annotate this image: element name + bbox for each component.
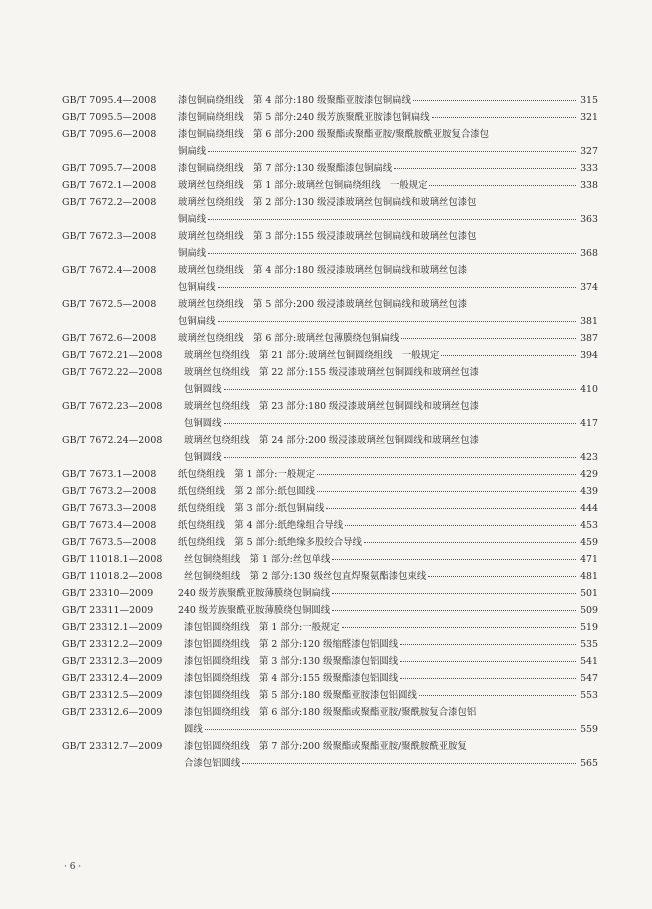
toc-leader-dots bbox=[326, 507, 576, 509]
toc-entry[interactable] bbox=[62, 551, 598, 568]
toc-line bbox=[62, 585, 598, 602]
toc-page-number: 338 bbox=[580, 180, 598, 191]
toc-line bbox=[62, 704, 598, 721]
toc-leader-dots bbox=[400, 643, 576, 645]
toc-page-number: 547 bbox=[580, 673, 598, 684]
toc-title: 漆包铜扁绕组线 第 4 部分:180 级聚酯亚胺漆包铜扁线 bbox=[178, 95, 411, 106]
toc-standard-code: GB/T 23312.5—2009 bbox=[62, 690, 163, 701]
toc-title: 漆包铝圆绕组线 第 6 部分:180 级聚酯或聚酯亚胺/聚酰胺复合漆包铝 bbox=[184, 707, 477, 718]
toc-title: 240 级芳族聚酰亚胺薄膜绕包铜圆线 bbox=[178, 605, 331, 616]
toc-leader-dots bbox=[218, 320, 577, 322]
toc-title-continuation: 铜扁线 bbox=[178, 214, 207, 225]
toc-title: 纸包绕组线 第 5 部分:纸绝缘多股绞合导线 bbox=[178, 537, 362, 548]
toc-title: 漆包铝圆绕组线 第 3 部分:130 级聚酯漆包铝圆线 bbox=[184, 656, 399, 667]
toc-leader-dots bbox=[218, 286, 577, 288]
toc-entry[interactable] bbox=[62, 500, 598, 517]
toc-leader-dots bbox=[419, 694, 576, 696]
toc-title: 玻璃丝包绕组线 第 24 部分:200 级浸漆玻璃丝包铜圆线和玻璃丝包漆 bbox=[184, 435, 480, 446]
toc-line bbox=[62, 92, 598, 109]
toc-line bbox=[62, 398, 598, 415]
toc-page-number: 321 bbox=[580, 112, 598, 123]
toc-standard-code: GB/T 7672.2—2008 bbox=[62, 197, 157, 208]
toc-leader-dots bbox=[428, 575, 576, 577]
toc-standard-code: GB/T 7672.1—2008 bbox=[62, 180, 157, 191]
table-of-contents bbox=[62, 92, 598, 772]
toc-standard-code: GB/T 23310—2009 bbox=[62, 588, 154, 599]
toc-page-number: 501 bbox=[580, 588, 598, 599]
toc-standard-code: GB/T 7672.22—2008 bbox=[62, 367, 163, 378]
toc-page-number: 444 bbox=[580, 503, 598, 514]
toc-title: 漆包铝圆绕组线 第 5 部分:180 级聚酯亚胺漆包铝圆线 bbox=[184, 690, 417, 701]
toc-standard-code: GB/T 23312.1—2009 bbox=[62, 622, 163, 633]
toc-leader-dots bbox=[394, 167, 576, 169]
toc-standard-code: GB/T 7673.2—2008 bbox=[62, 486, 157, 497]
toc-title-continuation: 包铜扁线 bbox=[178, 282, 216, 293]
toc-line bbox=[62, 245, 598, 262]
toc-entry[interactable] bbox=[62, 347, 598, 364]
toc-title-continuation: 合漆包铝圆线 bbox=[184, 758, 241, 769]
toc-page-number: 509 bbox=[580, 605, 598, 616]
toc-title: 纸包绕组线 第 1 部分:一般规定 bbox=[178, 469, 315, 480]
toc-line bbox=[62, 143, 598, 160]
toc-entry[interactable] bbox=[62, 534, 598, 551]
toc-title: 玻璃丝包绕组线 第 22 部分:155 级浸漆玻璃丝包铜圆线和玻璃丝包漆 bbox=[184, 367, 480, 378]
toc-line bbox=[62, 449, 598, 466]
toc-entry[interactable] bbox=[62, 109, 598, 126]
toc-page-number: 559 bbox=[580, 724, 598, 735]
toc-entry[interactable] bbox=[62, 483, 598, 500]
toc-line bbox=[62, 211, 598, 228]
toc-standard-code: GB/T 7095.5—2008 bbox=[62, 112, 157, 123]
toc-line bbox=[62, 109, 598, 126]
toc-leader-dots bbox=[224, 456, 577, 458]
toc-standard-code: GB/T 7672.4—2008 bbox=[62, 265, 157, 276]
toc-line bbox=[62, 432, 598, 449]
toc-title: 丝包铜绕组线 第 1 部分:丝包单线 bbox=[184, 554, 331, 565]
toc-page-number: 459 bbox=[580, 537, 598, 548]
toc-line bbox=[62, 160, 598, 177]
toc-entry[interactable] bbox=[62, 126, 598, 160]
toc-leader-dots bbox=[205, 728, 576, 730]
toc-standard-code: GB/T 11018.1—2008 bbox=[62, 554, 163, 565]
toc-entry[interactable] bbox=[62, 228, 598, 262]
toc-page-number: 333 bbox=[580, 163, 598, 174]
toc-title: 纸包绕组线 第 4 部分:纸绝缘组合导线 bbox=[178, 520, 344, 531]
toc-line bbox=[62, 296, 598, 313]
toc-entry[interactable] bbox=[62, 738, 598, 772]
toc-title-continuation: 铜扁线 bbox=[178, 248, 207, 259]
toc-title-continuation: 包铜圆线 bbox=[184, 452, 222, 463]
toc-line bbox=[62, 330, 598, 347]
toc-standard-code: GB/T 7095.6—2008 bbox=[62, 129, 157, 140]
toc-title: 240 级芳族聚酰亚胺薄膜绕包铜扁线 bbox=[178, 588, 331, 599]
toc-entry[interactable] bbox=[62, 636, 598, 653]
toc-title: 漆包铝圆绕组线 第 4 部分:155 级聚酯漆包铝圆线 bbox=[184, 673, 399, 684]
toc-line bbox=[62, 653, 598, 670]
toc-entry[interactable] bbox=[62, 619, 598, 636]
toc-line bbox=[62, 517, 598, 534]
toc-standard-code: GB/T 7672.23—2008 bbox=[62, 401, 163, 412]
toc-entry[interactable] bbox=[62, 517, 598, 534]
toc-title-continuation: 铜扁线 bbox=[178, 146, 207, 157]
toc-title: 玻璃丝包绕组线 第 2 部分:130 级浸漆玻璃丝包铜扁线和玻璃丝包漆包 bbox=[178, 197, 477, 208]
toc-standard-code: GB/T 23312.2—2009 bbox=[62, 639, 163, 650]
toc-entry[interactable] bbox=[62, 330, 598, 347]
toc-line bbox=[62, 738, 598, 755]
toc-standard-code: GB/T 7673.5—2008 bbox=[62, 537, 157, 548]
toc-standard-code: GB/T 7672.24—2008 bbox=[62, 435, 163, 446]
toc-title: 玻璃丝包绕组线 第 6 部分:玻璃丝包薄膜绕包铜扁线 bbox=[178, 333, 400, 344]
toc-title: 玻璃丝包绕组线 第 4 部分:180 级浸漆玻璃丝包铜扁线和玻璃丝包漆 bbox=[178, 265, 468, 276]
toc-entry[interactable] bbox=[62, 262, 598, 296]
toc-line bbox=[62, 466, 598, 483]
toc-standard-code: GB/T 23311—2009 bbox=[62, 605, 154, 616]
toc-line bbox=[62, 364, 598, 381]
toc-leader-dots bbox=[400, 660, 576, 662]
toc-page-number: 553 bbox=[580, 690, 598, 701]
toc-leader-dots bbox=[242, 762, 576, 764]
toc-entry[interactable] bbox=[62, 687, 598, 704]
toc-entry[interactable] bbox=[62, 466, 598, 483]
toc-page-number: 541 bbox=[580, 656, 598, 667]
toc-standard-code: GB/T 7672.6—2008 bbox=[62, 333, 157, 344]
toc-page-number: 315 bbox=[580, 95, 598, 106]
toc-leader-dots bbox=[401, 337, 576, 339]
toc-line bbox=[62, 755, 598, 772]
toc-line bbox=[62, 279, 598, 296]
toc-line bbox=[62, 687, 598, 704]
toc-title: 漆包铜扁绕组线 第 7 部分:130 级聚酯漆包铜扁线 bbox=[178, 163, 393, 174]
toc-entry[interactable] bbox=[62, 704, 598, 738]
toc-title: 玻璃丝包绕组线 第 5 部分:200 级浸漆玻璃丝包铜扁线和玻璃丝包漆 bbox=[178, 299, 468, 310]
toc-title: 纸包绕组线 第 3 部分:纸包铜扁线 bbox=[178, 503, 325, 514]
toc-entry[interactable] bbox=[62, 296, 598, 330]
toc-page-number: 481 bbox=[580, 571, 598, 582]
toc-entry[interactable] bbox=[62, 160, 598, 177]
toc-line bbox=[62, 347, 598, 364]
toc-page-number: 429 bbox=[580, 469, 598, 480]
toc-line bbox=[62, 636, 598, 653]
toc-page-number: 453 bbox=[580, 520, 598, 531]
toc-leader-dots bbox=[332, 592, 576, 594]
toc-page-number: 368 bbox=[580, 248, 598, 259]
toc-entry[interactable] bbox=[62, 670, 598, 687]
toc-line bbox=[62, 194, 598, 211]
toc-leader-dots bbox=[332, 609, 576, 611]
toc-title: 丝包铜绕组线 第 2 部分:130 级丝包直焊聚氨酯漆包束线 bbox=[184, 571, 427, 582]
toc-entry[interactable] bbox=[62, 177, 598, 194]
toc-entry[interactable] bbox=[62, 602, 598, 619]
toc-leader-dots bbox=[429, 184, 576, 186]
toc-title-continuation: 包铜扁线 bbox=[178, 316, 216, 327]
toc-leader-dots bbox=[400, 677, 576, 679]
toc-page-number: 387 bbox=[580, 333, 598, 344]
toc-page-number: 519 bbox=[580, 622, 598, 633]
toc-title-continuation: 包铜圆线 bbox=[184, 418, 222, 429]
toc-line bbox=[62, 415, 598, 432]
toc-line bbox=[62, 228, 598, 245]
toc-title: 纸包绕组线 第 2 部分:纸包圆线 bbox=[178, 486, 315, 497]
toc-line bbox=[62, 177, 598, 194]
toc-standard-code: GB/T 7095.7—2008 bbox=[62, 163, 157, 174]
toc-entry[interactable] bbox=[62, 364, 598, 398]
toc-entry[interactable] bbox=[62, 398, 598, 432]
toc-standard-code: GB/T 23312.4—2009 bbox=[62, 673, 163, 684]
toc-line bbox=[62, 619, 598, 636]
toc-leader-dots bbox=[224, 422, 577, 424]
toc-standard-code: GB/T 7672.3—2008 bbox=[62, 231, 157, 242]
toc-title: 玻璃丝包绕组线 第 3 部分:155 级浸漆玻璃丝包铜扁线和玻璃丝包漆包 bbox=[178, 231, 477, 242]
toc-title: 漆包铜扁绕组线 第 6 部分:200 级聚酯或聚酯亚胺/聚酰胺酰亚胺复合漆包 bbox=[178, 129, 489, 140]
toc-page-number: 381 bbox=[580, 316, 598, 327]
toc-standard-code: GB/T 7672.21—2008 bbox=[62, 350, 163, 361]
toc-leader-dots bbox=[317, 490, 576, 492]
toc-page-number: 535 bbox=[580, 639, 598, 650]
toc-entry[interactable] bbox=[62, 585, 598, 602]
toc-line bbox=[62, 602, 598, 619]
toc-page-number: 439 bbox=[580, 486, 598, 497]
toc-line bbox=[62, 381, 598, 398]
toc-title-continuation: 圆线 bbox=[184, 724, 203, 735]
toc-line bbox=[62, 483, 598, 500]
toc-line bbox=[62, 126, 598, 143]
toc-standard-code: GB/T 7095.4—2008 bbox=[62, 95, 157, 106]
toc-title: 漆包铝圆绕组线 第 2 部分:120 级缩醛漆包铝圆线 bbox=[184, 639, 399, 650]
toc-leader-dots bbox=[342, 626, 576, 628]
toc-page-number: 327 bbox=[580, 146, 598, 157]
toc-entry[interactable] bbox=[62, 568, 598, 585]
toc-standard-code: GB/T 7673.1—2008 bbox=[62, 469, 157, 480]
toc-standard-code: GB/T 11018.2—2008 bbox=[62, 571, 163, 582]
toc-leader-dots bbox=[208, 252, 576, 254]
toc-leader-dots bbox=[224, 388, 577, 390]
toc-page-number: 423 bbox=[580, 452, 598, 463]
toc-leader-dots bbox=[332, 558, 576, 560]
toc-line bbox=[62, 670, 598, 687]
toc-leader-dots bbox=[317, 473, 576, 475]
toc-leader-dots bbox=[432, 116, 577, 118]
toc-title: 玻璃丝包绕组线 第 21 部分:玻璃丝包铜圆绕组线 一般规定 bbox=[184, 350, 440, 361]
toc-leader-dots bbox=[208, 218, 576, 220]
toc-leader-dots bbox=[208, 150, 576, 152]
toc-page-number: 363 bbox=[580, 214, 598, 225]
toc-title: 玻璃丝包绕组线 第 1 部分:玻璃丝包铜扁绕组线 一般规定 bbox=[178, 180, 428, 191]
toc-line bbox=[62, 313, 598, 330]
toc-line bbox=[62, 568, 598, 585]
toc-standard-code: GB/T 23312.3—2009 bbox=[62, 656, 163, 667]
toc-title: 漆包铜扁绕组线 第 5 部分:240 级芳族聚酰亚胺漆包铜扁线 bbox=[178, 112, 430, 123]
toc-page-number: 471 bbox=[580, 554, 598, 565]
toc-line bbox=[62, 551, 598, 568]
toc-leader-dots bbox=[345, 524, 576, 526]
toc-entry[interactable] bbox=[62, 194, 598, 228]
toc-title: 漆包铝圆绕组线 第 1 部分:一般规定 bbox=[184, 622, 340, 633]
toc-title: 漆包铝圆绕组线 第 7 部分:200 级聚酯或聚酯亚胺/聚酰胺酰亚胺复 bbox=[184, 741, 467, 752]
toc-entry[interactable] bbox=[62, 432, 598, 466]
toc-standard-code: GB/T 23312.7—2009 bbox=[62, 741, 163, 752]
toc-leader-dots bbox=[441, 354, 576, 356]
toc-line bbox=[62, 534, 598, 551]
toc-standard-code: GB/T 7672.5—2008 bbox=[62, 299, 157, 310]
toc-page-number: 374 bbox=[580, 282, 598, 293]
toc-standard-code: GB/T 7673.4—2008 bbox=[62, 520, 157, 531]
toc-title: 玻璃丝包绕组线 第 23 部分:180 级浸漆玻璃丝包铜圆线和玻璃丝包漆 bbox=[184, 401, 480, 412]
toc-line bbox=[62, 500, 598, 517]
toc-leader-dots bbox=[364, 541, 576, 543]
toc-title-continuation: 包铜圆线 bbox=[184, 384, 222, 395]
toc-page-number: 394 bbox=[580, 350, 598, 361]
page-footer-number: · 6 · bbox=[64, 862, 82, 872]
toc-line bbox=[62, 262, 598, 279]
toc-page-number: 410 bbox=[580, 384, 598, 395]
toc-page-number: 565 bbox=[580, 758, 598, 769]
toc-entry[interactable] bbox=[62, 653, 598, 670]
toc-entry[interactable] bbox=[62, 92, 598, 109]
toc-leader-dots bbox=[413, 99, 576, 101]
toc-page-number: 417 bbox=[580, 418, 598, 429]
toc-standard-code: GB/T 7673.3—2008 bbox=[62, 503, 157, 514]
toc-standard-code: GB/T 23312.6—2009 bbox=[62, 707, 163, 718]
toc-line bbox=[62, 721, 598, 738]
